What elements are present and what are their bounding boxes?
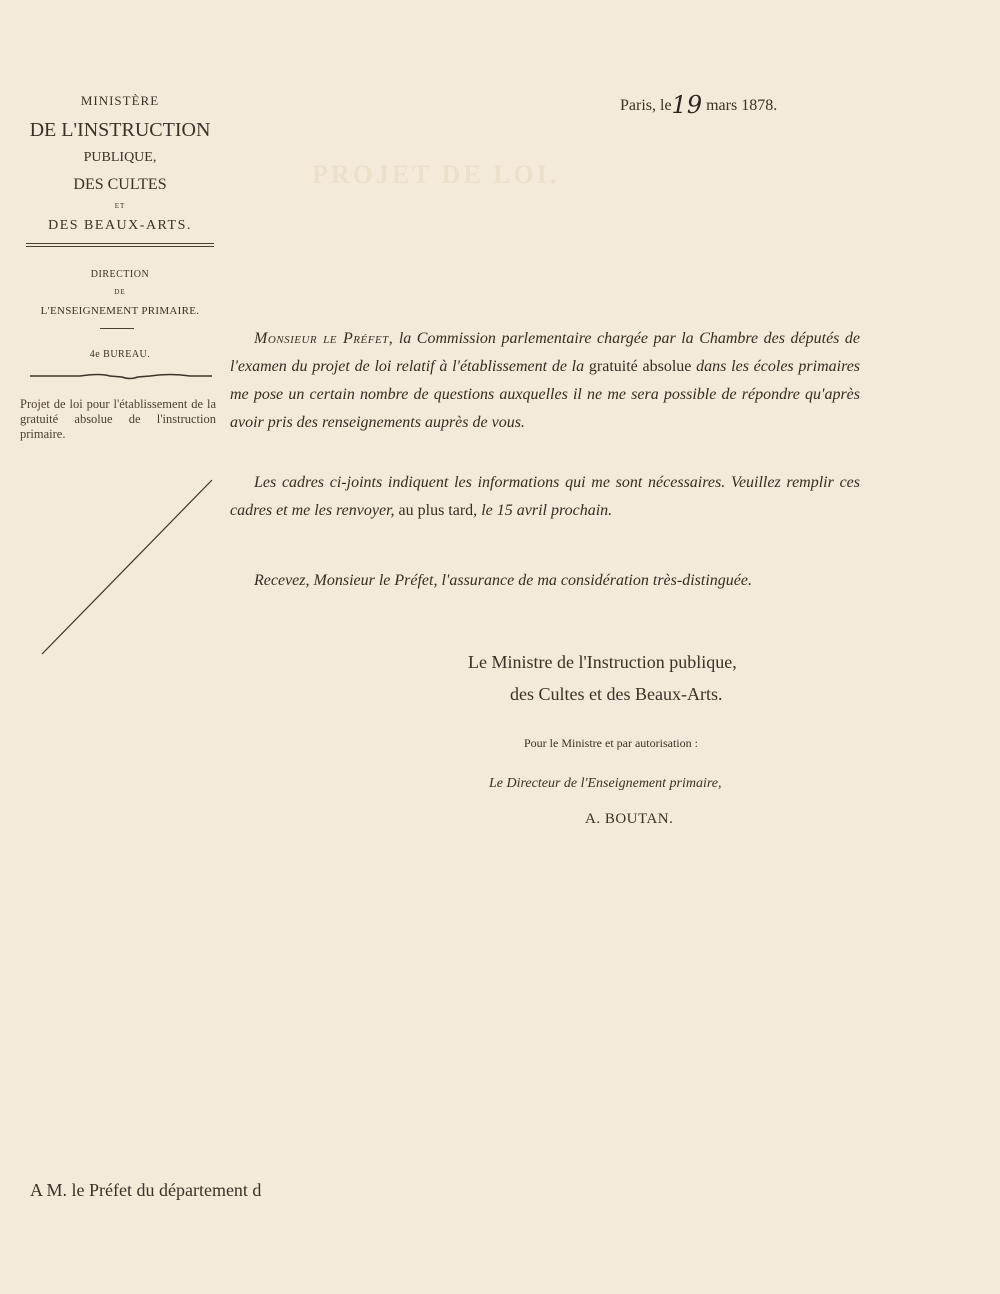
header-instruction: DE L'INSTRUCTION bbox=[29, 119, 211, 141]
diagonal-stroke bbox=[38, 478, 218, 660]
double-divider bbox=[26, 243, 214, 247]
p1-gratuite: gratuité absolue bbox=[588, 358, 692, 375]
short-divider bbox=[100, 328, 134, 329]
header-cultes: DES CULTES bbox=[73, 176, 167, 193]
signature-line-3: Pour le Ministre et par autorisation : bbox=[524, 736, 698, 750]
letter-paragraph-3: Recevez, Monsieur le Préfet, l'assurance de ma considération très-distinguée. bbox=[254, 572, 752, 589]
p1-text-a: la Commission parlementaire chargée par la Chambre des députés de l'examen du projet de loi relatif à l'établissement de la bbox=[230, 330, 861, 375]
date-prefix: Paris, le bbox=[620, 97, 672, 114]
header-bureau: 4e BUREAU. bbox=[89, 349, 151, 360]
signature-line-4: Le Directeur de l'Enseignement primaire, bbox=[489, 776, 722, 791]
header-de: DE bbox=[114, 288, 126, 296]
signature-line-2: des Cultes et des Beaux-Arts. bbox=[510, 684, 723, 704]
p2-plus-tard: au plus tard, bbox=[398, 502, 478, 519]
date-suffix: mars 1878. bbox=[706, 97, 778, 114]
recipient-address: A M. le Préfet du département d bbox=[30, 1180, 262, 1200]
date-line bbox=[620, 88, 778, 119]
salutation: Monsieur le Préfet, bbox=[254, 330, 394, 347]
date-day-handwritten: 19 bbox=[671, 91, 703, 119]
letter-paragraph-1 bbox=[230, 325, 860, 437]
p1-text-b: dans les écoles primaires me pose un certain nombre de questions auxquelles il ne me sera possible de répondre qu'après avoir pris des renseignements auprès de vous. bbox=[230, 358, 861, 431]
p2-text-a: Les cadres ci-joints indiquent les informations qui me sont nécessaires. Veuillez remplir ces cadres et me les renvoyer, bbox=[230, 474, 860, 519]
header-et: ET bbox=[114, 202, 126, 210]
ornamental-divider bbox=[30, 371, 212, 381]
signature-line-1: Le Ministre de l'Instruction publique, bbox=[468, 652, 737, 672]
header-publique: PUBLIQUE, bbox=[83, 150, 157, 165]
letter-paragraph-2 bbox=[230, 469, 860, 525]
show-through-text: PROJET DE LOI. bbox=[312, 160, 560, 189]
header-ministere: MINISTÈRE bbox=[80, 93, 160, 108]
header-beaux-arts: DES BEAUX-ARTS. bbox=[48, 218, 192, 233]
subject-note: Projet de loi pour l'établissement de la gratuité absolue de l'instruction primaire. bbox=[20, 397, 216, 441]
header-enseignement: L'ENSEIGNEMENT PRIMAIRE. bbox=[40, 305, 200, 317]
signature-name: A. BOUTAN. bbox=[585, 811, 674, 827]
p2-text-b: le 15 avril prochain. bbox=[481, 502, 613, 519]
header-direction: DIRECTION bbox=[90, 269, 150, 280]
